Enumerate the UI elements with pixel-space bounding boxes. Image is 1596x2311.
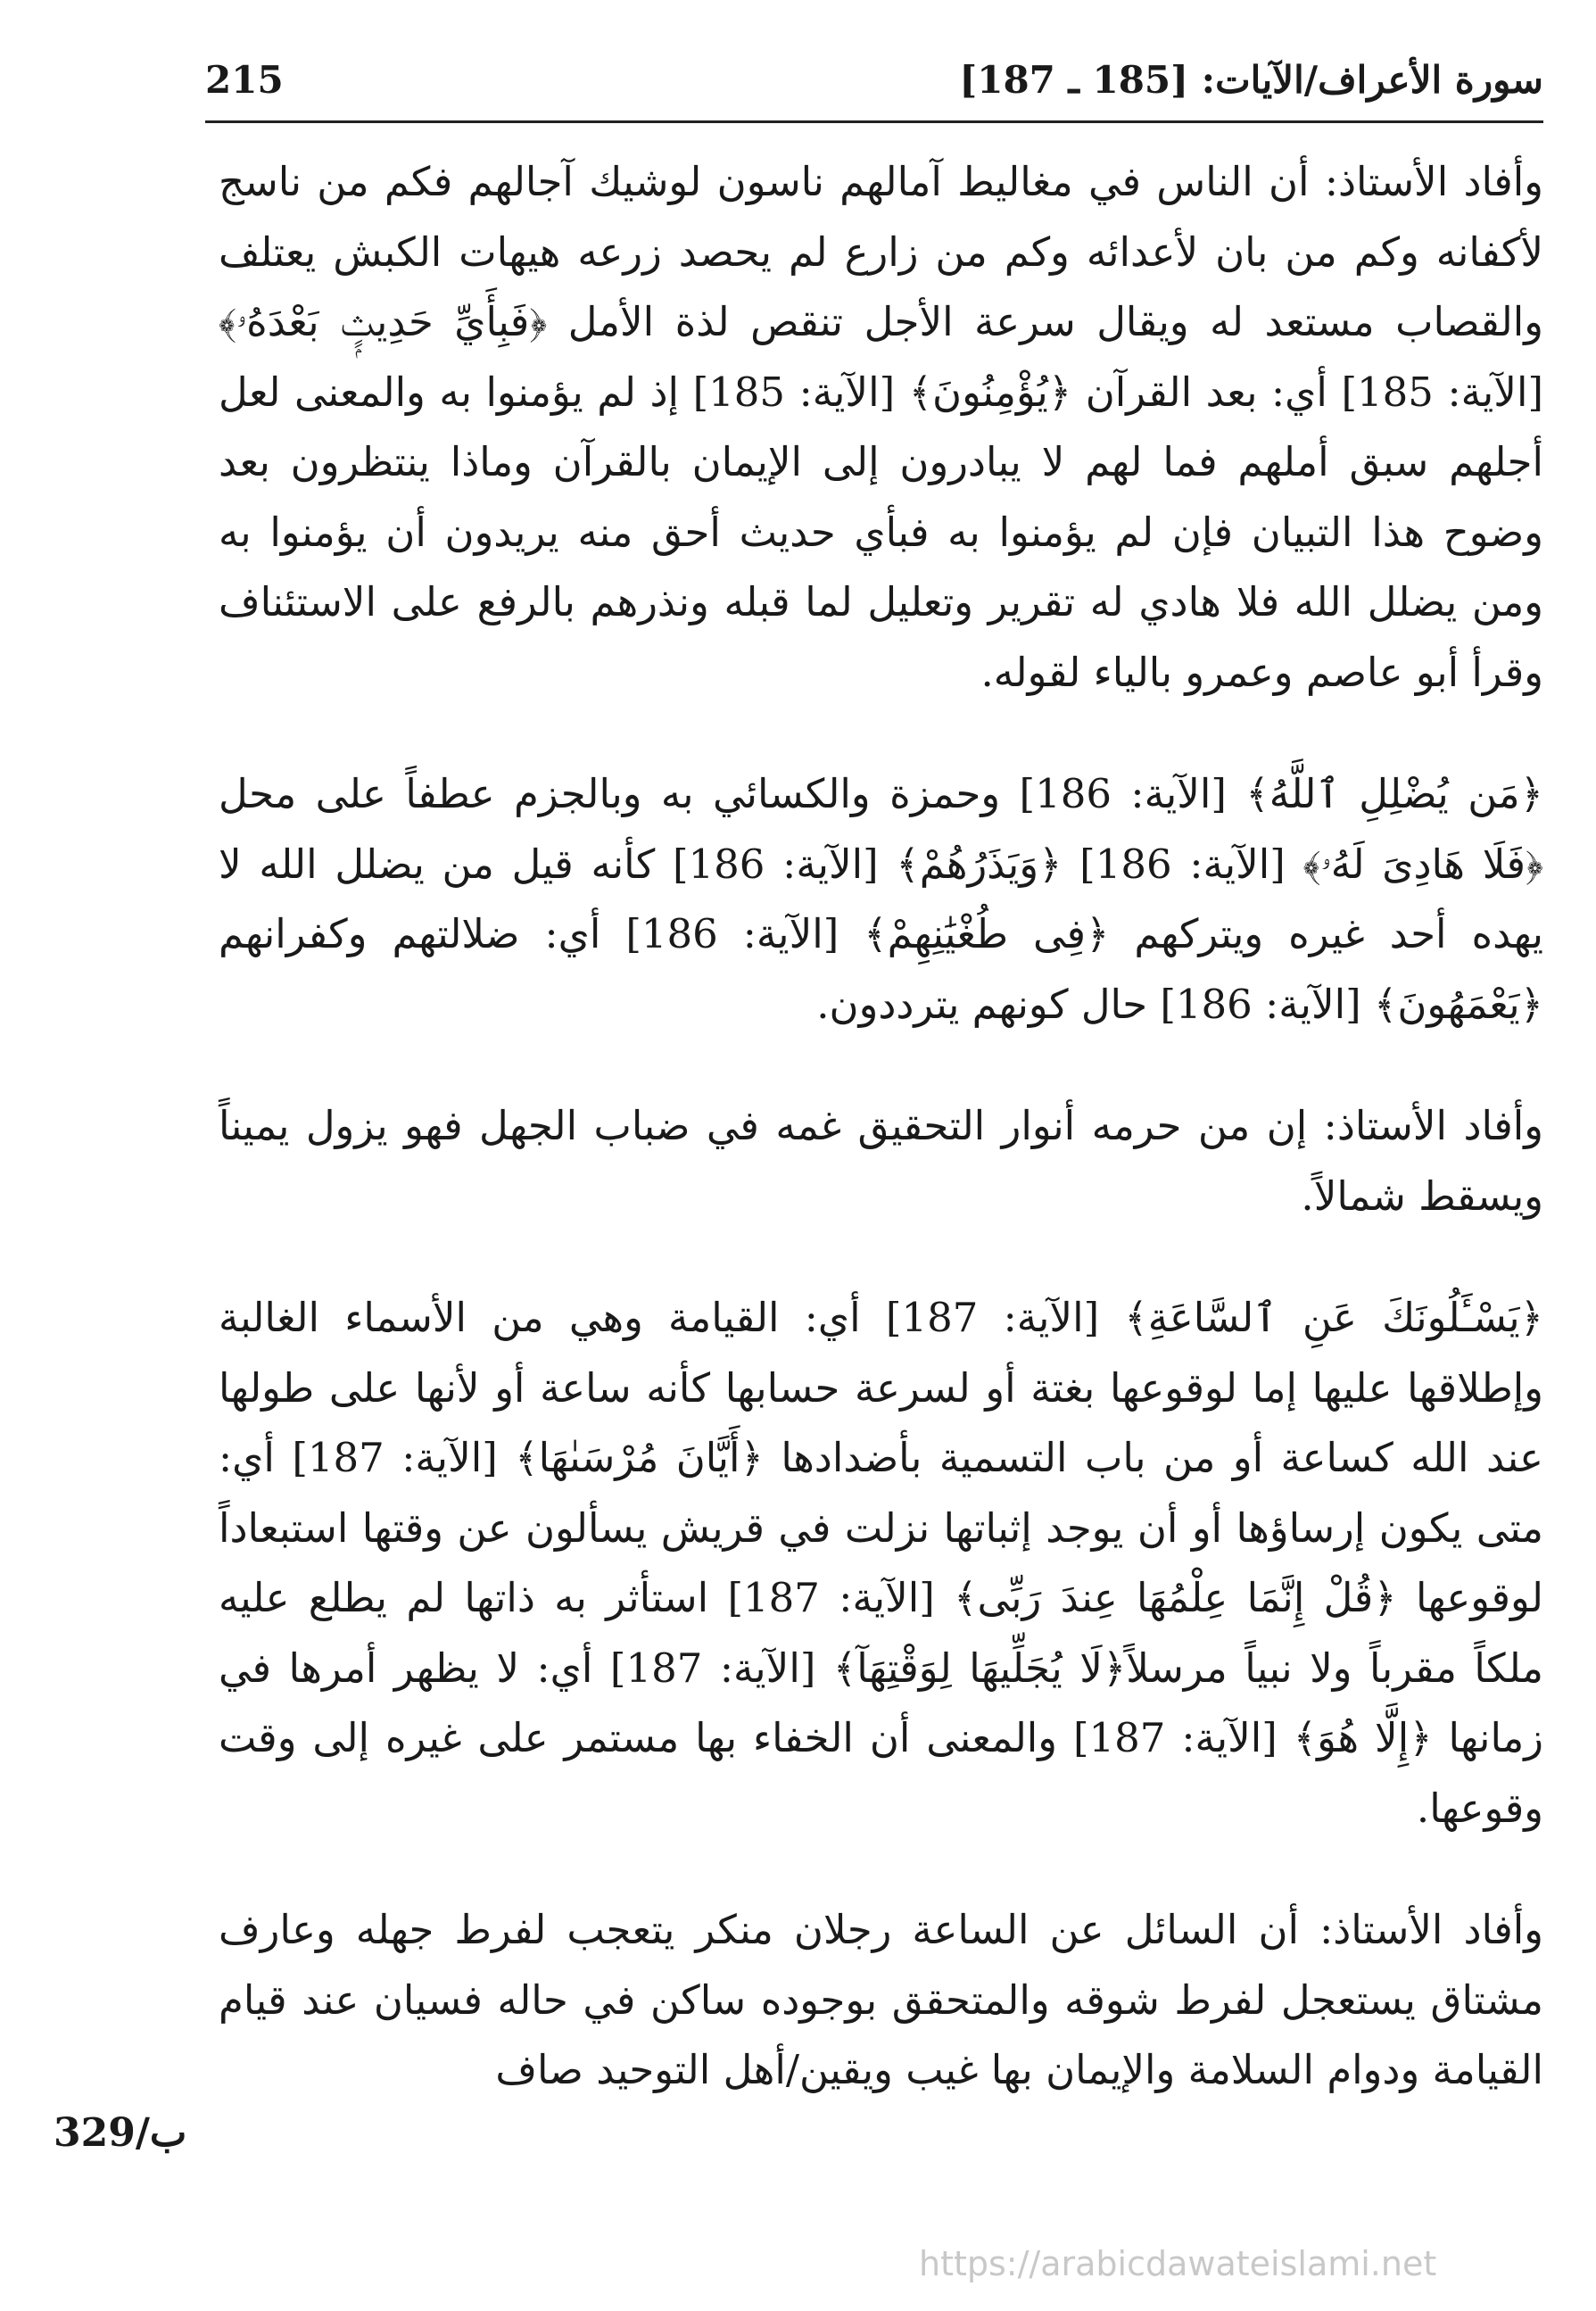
paragraph-2: ﴿مَن يُضْلِلِ ٱللَّهُ﴾ [الآية: 186] وحمزة والكسائي به وبالجزم عطفاً على محل ﴿فَلَا هَادِىَ لَهُۥ﴾ [الآية: 186] ﴿وَيَذَرُهُمْ﴾ [الآية: 186] كأنه قيل من يضلل الله لا يهده أحد غيره ويتركهم ﴿فِى طُغْيَٰنِهِمْ﴾ [الآية: 186] أي: ضلالتهم وكفرانهم ﴿يَعْمَهُونَ﴾ [الآية: 186] حال كونهم يترددون. — [219, 770, 1543, 1028]
header-rule — [205, 120, 1543, 123]
paragraph-1: وأفاد الأستاذ: أن الناس في مغاليط آمالهم ناسون لوشيك آجالهم فكم من ناسج لأكفانه وكم من بان لأعدائه وكم من زارع لم يحصد زرعه هيهات الكبش يعتلف والقصاب مستعد له ويقال سرعة الأجل تنقص لذة الأمل ﴿فَبِأَيِّ حَدِيثٍۭ بَعْدَهُۥ﴾ [الآية: 185] أي: بعد القرآن ﴿يُؤْمِنُونَ﴾ [الآية: 185] إذ لم يؤمنوا به والمعنى لعل أجلهم سبق أملهم فما لهم لا يبادرون إلى الإيمان بالقرآن وماذا ينتظرون بعد وضوح هذا التبيان فإن لم يؤمنوا به فبأي حديث أحق منه يريدون أن يؤمنوا به ومن يضلل الله فلا هادي له تقرير وتعليل لما قبله ونذرهم بالرفع على الاستئناف وقرأ أبو عاصم وعمرو بالياء لقوله. — [219, 158, 1544, 696]
page-body — [219, 147, 1543, 2158]
watermark-url: https://arabicdawateislami.net — [919, 2244, 1437, 2283]
paragraph-4: ﴿يَسْـَٔلُونَكَ عَنِ ٱلسَّاعَةِ﴾ [الآية: 187] أي: القيامة وهي من الأسماء الغالبة وإطلاقها عليها إما لوقوعها بغتة أو لسرعة حسابها كأنه ساعة أو لأنها على طولها عند الله كساعة أو من باب التسمية بأضدادها ﴿أَيَّانَ مُرْسَىٰهَا﴾ [الآية: 187] أي: متى يكون إرساؤها أو أن يوجد إثباتها نزلت في قريش يسألون عن وقتها استبعاداً لوقوعها ﴿قُلْ إِنَّمَا عِلْمُهَا عِندَ رَبِّى﴾ [الآية: 187] استأثر به ذاتها لم يطلع عليه ملكاً مقرباً ولا نبياً مرسلاً﴿لَا يُجَلِّيهَا لِوَقْتِهَآ﴾ [الآية: 187] أي: لا يظهر أمرها في زمانها ﴿إِلَّا هُوَ﴾ [الآية: 187] والمعنى أن الخفاء بها مستمر على غيره إلى وقت وقوعها. — [219, 1294, 1543, 1832]
paragraph-3: وأفاد الأستاذ: إن من حرمه أنوار التحقيق غمه في ضباب الجهل فهو يزول يميناً ويسقط شمالاً. — [219, 1102, 1543, 1220]
paragraph-5: وأفاد الأستاذ: أن السائل عن الساعة رجلان منكر يتعجب لفرط جهله وعارف مشتاق يستعجل لفرط شوقه والمتحقق بوجوده ساكن في حاله فسيان عند قيام القيامة ودوام السلامة والإيمان بها غيب ويقين/أهل التوحيد صاف — [219, 1906, 1543, 2093]
header-title: سورة الأعراف/الآيات: [185 ـ 187] — [959, 58, 1543, 102]
running-header — [205, 49, 1543, 120]
page-number: 215 — [205, 58, 284, 102]
manuscript-folio-note: 329/ب — [54, 2110, 187, 2156]
